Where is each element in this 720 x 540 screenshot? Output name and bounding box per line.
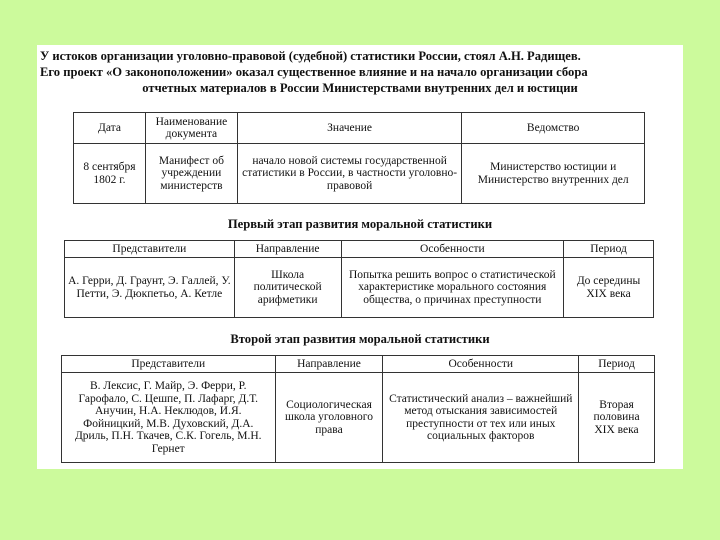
table-first-stage — [64, 240, 654, 318]
table-row — [65, 258, 654, 318]
header-meaning: Значение — [237, 113, 462, 144]
cell-direction: Социологическая школа уголовного права — [275, 373, 383, 463]
intro-line-1: У истоков организации уголовно-правовой (судебной) статистики России, стоял А.Н. Радищев. — [40, 49, 581, 63]
cell-representatives: А. Герри, Д. Граунт, Э. Галлей, У. Петти, Э. Дюкпетьо, А. Кетле — [65, 258, 235, 318]
cell-features: Попытка решить вопрос о статистической характеристике морального состояния общества, о причинах преступности — [341, 258, 564, 318]
cell-period: До середины XIX века — [564, 258, 654, 318]
cell-date: 8 сентября 1802 г. — [74, 144, 146, 204]
section-title-first-stage: Первый этап развития моральной статистики — [227, 217, 493, 231]
cell-document: Манифест об учреждении министерств — [145, 144, 237, 204]
header-representatives: Представители — [65, 241, 235, 258]
section-title-second-stage: Второй этап развития моральной статистики — [230, 332, 490, 346]
table-second-stage — [61, 355, 655, 463]
header-direction: Направление — [275, 356, 383, 373]
cell-meaning: начало новой системы государственной статистики в России, в частности уголовно-правовой — [237, 144, 462, 204]
header-period: Период — [579, 356, 655, 373]
table-header-row — [74, 113, 645, 144]
cell-direction: Школа политической арифметики — [234, 258, 341, 318]
header-document: Наименование документа — [145, 113, 237, 144]
table-row — [74, 144, 645, 204]
table-header-row — [65, 241, 654, 258]
table-manifest — [73, 112, 645, 204]
header-period: Период — [564, 241, 654, 258]
header-direction: Направление — [234, 241, 341, 258]
cell-period: Вторая половина XIX века — [579, 373, 655, 463]
header-features: Особенности — [341, 241, 564, 258]
cell-features: Статистический анализ – важнейший метод отыскания зависимостей преступности от тех или иных социальных факторов — [383, 373, 579, 463]
table-header-row — [62, 356, 655, 373]
cell-agency: Министерство юстиции и Министерство внутренних дел — [462, 144, 645, 204]
intro-line-3: отчетных материалов в России Министерствами внутренних дел и юстиции — [142, 81, 578, 95]
intro-line-2: Его проект «О законоположении» оказал существенное влияние и на начало организации сбора — [40, 65, 588, 79]
header-representatives: Представители — [62, 356, 276, 373]
header-features: Особенности — [383, 356, 579, 373]
intro-text — [40, 48, 680, 96]
cell-representatives: В. Лексис, Г. Майр, Э. Ферри, Р. Гарофало, С. Цешпе, П. Лафарг, Д.Т. Анучин, Н.А. Неклюдов, И.Я. Фойницкий, М.В. Духовский, Д.А. Дриль, П.Н. Ткачев, С.К. Гогель, М.Н. Гернет — [62, 373, 276, 463]
header-date: Дата — [74, 113, 146, 144]
table-row — [62, 373, 655, 463]
header-agency: Ведомство — [462, 113, 645, 144]
